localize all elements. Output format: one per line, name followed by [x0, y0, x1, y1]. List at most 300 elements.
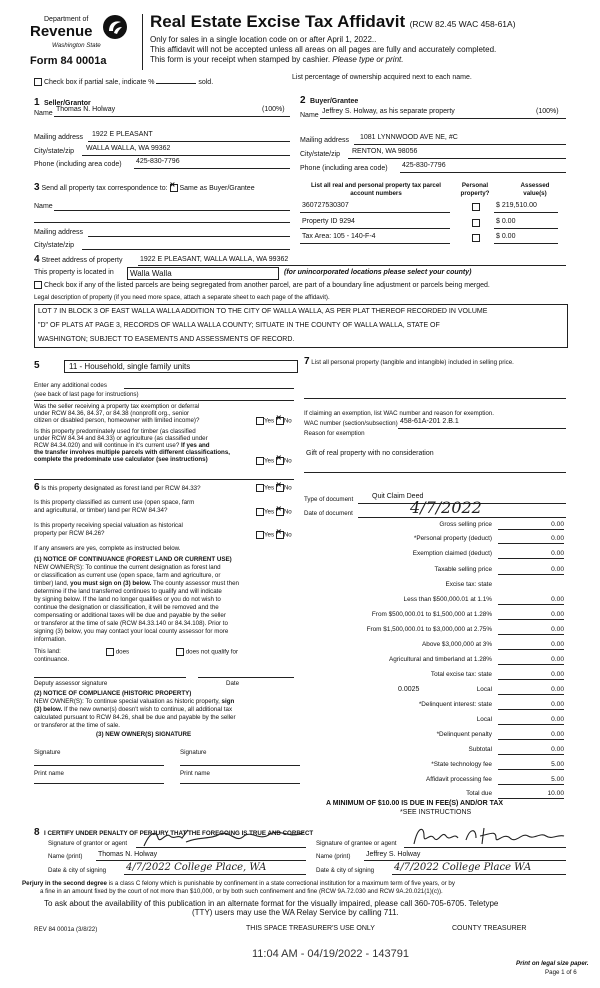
buyer-num: 2 [300, 95, 306, 106]
seller-city-line [82, 155, 290, 156]
seller-phone-line [134, 168, 290, 169]
parcel-value[interactable]: $ 0.00 [496, 218, 516, 225]
section3-name-label: Name [34, 203, 53, 210]
perjury-line2: a fine in an amount fixed by the court of not more than $10,000, or by both such confinement and fine (RCW 9A.72.030 and RCW 9A.20.021(1)(c)). [40, 888, 443, 895]
does-not-option [176, 648, 238, 656]
street-label: Street address of property [41, 257, 123, 264]
parcel-number[interactable]: Property ID 9294 [302, 218, 355, 225]
continuance-line5: by signing below. If the land no longer qualifies or you do not wish to [34, 596, 221, 603]
seller-mailing-line [88, 141, 290, 142]
tax-amount-line [498, 604, 564, 605]
tax-label: *State technology fee [431, 761, 492, 768]
continuance-line2: or classification as current use (open space, farm and agriculture, or [34, 572, 221, 579]
perjury-line1 [22, 880, 455, 888]
new-owner-print-label-1: Print name [34, 770, 64, 777]
accessibility-line1: To ask about the availability of this publication in an alternate format for the visually impaired, please call 360-705-6705. Teletype [44, 899, 499, 908]
parcel-number-line [300, 228, 450, 229]
continuance-line6: continue the designation or classification, it will be removed and the [34, 604, 219, 611]
land-use-select[interactable] [64, 360, 298, 373]
tax-amount[interactable]: 0.00 [551, 656, 564, 663]
new-owner-signature-line-1 [34, 765, 164, 766]
historic-yes-checkbox[interactable] [256, 531, 264, 539]
wac-label: WAC number (section/subsection) [304, 420, 398, 427]
timber-q-line1: Is this property predominately used for timber (as classified [34, 428, 196, 435]
tax-label: *Delinquent interest: state [418, 701, 492, 708]
tax-amount-line [498, 634, 564, 635]
continuance-line10: information. [34, 636, 67, 643]
buyer-name-label: Name [300, 112, 319, 119]
exemption-q-line3: citizen or disabled person, homeowner with limited income)? [34, 417, 200, 424]
parcel-row [300, 202, 570, 214]
legal-label: Legal description of property (if you need more space, attach a separate sheet to each page of the affidavit). [34, 294, 330, 301]
tax-amount-line [498, 679, 564, 680]
deputy-signature-label: Deputy assessor signature [34, 680, 108, 687]
grantor-sig-label: Signature of grantor or agent [48, 840, 128, 847]
seller-phone-value[interactable]: 425-830-7796 [136, 158, 180, 165]
exemption-no-checkbox[interactable] [276, 417, 284, 425]
current-use-q-line1: Is this property classified as current use (open space, farm [34, 499, 195, 506]
yes-label: Yes [264, 457, 275, 465]
additional-codes-note: (see back of last page for instructions) [34, 391, 139, 398]
grantee-print-value[interactable]: Jeffrey S. Holway [366, 851, 421, 858]
new-owner-signature-label-1: Signature [34, 749, 61, 756]
rev-number: REV 84 0001a (3/8/22) [34, 926, 98, 933]
forest-yes-checkbox[interactable] [256, 484, 264, 492]
new-owner-signature-label-2: Signature [180, 749, 207, 756]
tax-amount[interactable]: 0.00 [551, 535, 564, 542]
county-treasurer: COUNTY TREASURER [452, 925, 527, 932]
buyer-phone-value[interactable]: 425-830-7796 [402, 162, 446, 169]
continuance-line9: signing (3) below, you may contact your local county assessor for more [34, 628, 229, 635]
historic-notice-line1a: NEW OWNER(S): To continue special valuation as historic property, [34, 698, 220, 705]
exemption-q-line2: under RCW 84.36, 84.37, or 84.38 (nonprofit org., senior [34, 410, 190, 417]
seller-pct[interactable]: (100%) [262, 106, 285, 113]
tax-amount[interactable]: 5.00 [551, 761, 564, 768]
land-use-value: 11 - Household, single family units [69, 362, 191, 371]
same-as-buyer-label: Same as Buyer/Grantee [179, 185, 255, 192]
grantor-print-line [96, 860, 306, 861]
header-note3-text: This form is your receipt when stamped by cashier. [150, 55, 331, 64]
historic-q-line2: property per RCW 84.26? [34, 530, 105, 537]
historic-q-line1: Is this property receiving special valuation as historical [34, 522, 183, 529]
timber-yes-no [256, 457, 292, 465]
tax-label: Taxable selling price [434, 566, 492, 573]
doc-type-label: Type of document [304, 496, 354, 503]
new-owner-print-line-2 [180, 783, 300, 784]
tax-amount-line [498, 664, 564, 665]
does-option [106, 648, 129, 656]
tax-amount-line [498, 574, 564, 575]
historic-notice-line2 [34, 706, 232, 714]
tax-amount[interactable]: 0.00 [551, 641, 564, 648]
does-checkbox[interactable] [106, 648, 114, 656]
parcels-col1-header: List all real and personal property tax parcel account numbers [311, 182, 441, 197]
seller-mailing-label: Mailing address [34, 134, 84, 141]
this-land-label: This land: [34, 648, 61, 655]
continuance-line7: compensating or additional taxes will be due and payable by the seller [34, 612, 226, 619]
tax-amount[interactable]: 0.00 [551, 686, 564, 693]
deputy-date-label: Date [226, 680, 240, 687]
page-number: Page 1 of 6 [545, 969, 577, 976]
new-owner-print-label-2: Print name [180, 770, 210, 777]
grantee-sig-label: Signature of grantee or agent [316, 840, 397, 847]
new-owner-signature-line-2 [180, 765, 300, 766]
additional-codes-line [124, 388, 294, 389]
segregated-checkbox[interactable] [34, 281, 42, 289]
continuance-heading: (1) NOTICE OF CONTINUANCE (FOREST LAND OR CURRENT USE) [34, 556, 232, 563]
section3-heading [34, 184, 255, 194]
wac-line [398, 428, 566, 429]
header-note1: Only for sales in a single location code on or after April 1, 2022.. [150, 35, 377, 44]
current-use-q-line2: and agricultural, or timber) land per RCW 84.34? [34, 507, 168, 514]
tax-amount[interactable]: 0.00 [551, 566, 564, 573]
yes-label: Yes [264, 417, 275, 425]
doc-date-value[interactable]: 4/7/2022 [410, 498, 482, 517]
continuance-line3c: The county assessor must then [152, 580, 239, 587]
dept-line3: Washington State [52, 42, 101, 49]
forest-no-checkbox[interactable] [276, 484, 284, 492]
grantee-print-line [364, 860, 566, 861]
partial-sale-sold: sold. [198, 78, 214, 86]
personal-property-checkbox[interactable] [472, 234, 480, 242]
doc-date-label: Date of document [304, 510, 353, 517]
tax-amount-line [498, 619, 564, 620]
list-percentage-note: List percentage of ownership acquired next to each name. [292, 74, 472, 81]
section3-mailing-label: Mailing address [34, 229, 84, 236]
timber-yes-checkbox[interactable] [256, 457, 264, 465]
located-label: This property is located in [34, 269, 114, 276]
yes-label: Yes [264, 508, 275, 516]
tax-label: Excise tax: state [445, 581, 492, 588]
parcels-col3-header: Assessed value(s) [520, 182, 550, 197]
timber-q-line3-text: RCW 84.34.020) and will continue in it's current use? [34, 442, 180, 449]
partial-sale-pct-field[interactable] [156, 83, 196, 84]
tax-label: Total excise tax: state [430, 671, 492, 678]
no-label: No [283, 508, 292, 516]
tax-amount[interactable]: 0.00 [551, 611, 564, 618]
exempt-claim-label: If claiming an exemption, list WAC number and reason for exemption. [304, 410, 494, 417]
parcel-value-line [494, 228, 558, 229]
grantee-date-label: Date & city of signing [316, 867, 375, 874]
section3-city-line [82, 249, 290, 250]
tax-amount-line [498, 798, 564, 799]
legal-description-box[interactable] [34, 304, 568, 348]
historic-yes-no [256, 531, 292, 539]
section3-text: Send all property tax correspondence to: [41, 185, 168, 192]
legal-line1: LOT 7 IN BLOCK 3 OF EAST WALLA WALLA ADDITION TO THE CITY OF WALLA WALLA, AS PER PLAT THEREOF RECORDED IN VOLUME [38, 308, 488, 315]
forest-q-text: Is this property designated as forest land per RCW 84.33? [41, 485, 201, 492]
yes-label: Yes [264, 531, 275, 539]
legal-size-note: Print on legal size paper. [516, 960, 589, 967]
grantor-print-label: Name (print) [48, 853, 83, 860]
exemption-q-line1: Was the seller receiving a property tax exemption or deferral [34, 403, 200, 410]
doc-type-value[interactable]: Quit Claim Deed [372, 493, 424, 500]
no-label: No [283, 457, 292, 465]
continuance-word: continuance. [34, 656, 70, 663]
located-select[interactable] [127, 267, 279, 280]
buyer-phone-line [400, 172, 566, 173]
tax-amount-line [498, 754, 564, 755]
tax-label: From $500,000.01 to $1,500,000 at 1.28% [371, 611, 492, 618]
reason-line [304, 472, 566, 473]
parcel-row [300, 218, 570, 230]
segregated-label: Check box if any of the listed parcels are being segregated from another parcel, are part of a boundary line adjustment or parcels being merged. [43, 281, 490, 289]
forest-q [34, 484, 201, 493]
historic-no-checkbox[interactable] [276, 531, 284, 539]
personal-property-line [304, 398, 566, 399]
certify-text: I CERTIFY UNDER PENALTY OF PERJURY THAT THE FOREGOING IS TRUE AND CORRECT [44, 830, 314, 837]
tax-amount[interactable]: 0.00 [551, 716, 564, 723]
legal-line2: "D" OF PLATS AT PAGE 3, RECORDS OF WALLA WALLA COUNTY; SITUATE IN THE COUNTY OF WALLA WALLA, STATE OF [38, 322, 440, 329]
deputy-signature-line [34, 677, 186, 678]
reason-label: Reason for exemption [304, 430, 365, 437]
local-rate: 0.0025 [398, 686, 420, 693]
buyer-city-value[interactable]: RENTON, WA 98056 [352, 148, 418, 155]
buyer-name-value[interactable]: Jeffrey S. Holway, as his separate property [322, 108, 455, 115]
buyer-heading [300, 90, 358, 108]
header-note3 [150, 55, 403, 65]
seller-city-label: City/state/zip [34, 148, 75, 155]
dept-line2: Revenue [30, 23, 93, 40]
section6-rule [34, 479, 294, 480]
parcel-number[interactable]: Tax Area: 105 - 140-F-4 [302, 233, 376, 240]
grantor-date-line [124, 874, 306, 875]
tax-amount-line [498, 649, 564, 650]
parcel-value-line [494, 243, 558, 244]
treasurer-use-only: THIS SPACE TREASURER'S USE ONLY [246, 925, 375, 932]
tax-label: Agricultural and timberland at 1.28% [388, 656, 492, 663]
title-text: Real Estate Excise Tax Affidavit [150, 12, 406, 31]
tax-amount[interactable]: 0.00 [551, 550, 564, 557]
personal-property-checkbox[interactable] [472, 219, 480, 227]
section3-extra-line [34, 222, 290, 223]
timber-no-checkbox[interactable] [276, 457, 284, 465]
buyer-city-label: City/state/zip [300, 151, 341, 158]
tax-amount[interactable]: 0.00 [551, 701, 564, 708]
tax-amount[interactable]: 0.00 [551, 626, 564, 633]
tax-label: Subtotal [468, 746, 492, 753]
tax-amount-line [498, 709, 564, 710]
deputy-date-line [198, 677, 294, 678]
street-row [34, 256, 122, 266]
dor-logo [30, 12, 128, 72]
historic-notice-line1b: sign [221, 698, 235, 705]
parcel-value-line [494, 212, 558, 213]
section5-num: 5 [34, 360, 40, 371]
parcel-value[interactable]: $ 0.00 [496, 233, 516, 240]
section7-text: List all personal property (tangible and intangible) included in selling price. [311, 359, 514, 366]
personal-property-checkbox[interactable] [472, 203, 480, 211]
wac-value[interactable]: 458-61A-201 2.B.1 [400, 418, 459, 425]
section3-num: 3 [34, 182, 40, 193]
grantee-print-label: Name (print) [316, 853, 351, 860]
exemption-yes-no [256, 417, 292, 425]
additional-codes-label: Enter any additional codes [34, 382, 107, 389]
seller-name-line [54, 116, 290, 117]
new-owner-print-line-1 [34, 783, 164, 784]
buyer-pct[interactable]: (100%) [536, 108, 559, 115]
does-not-checkbox[interactable] [176, 648, 184, 656]
parcel-number[interactable]: 360727530307 [302, 202, 349, 209]
section5-rule [34, 400, 294, 401]
seller-num: 1 [34, 97, 40, 108]
section4-num: 4 [34, 254, 40, 265]
tax-amount[interactable]: 0.00 [551, 746, 564, 753]
current-use-no-checkbox[interactable] [276, 508, 284, 516]
seller-name-label: Name [34, 110, 53, 117]
seller-mailing-value[interactable]: 1922 E PLEASANT [92, 131, 153, 138]
perjury-bold: Perjury in the second degree [22, 880, 107, 887]
perjury-text1: is a class C felony which is punishable by confinement in a state correctional institution for a maximum term of five years, or by [106, 880, 455, 887]
header-divider [142, 14, 143, 70]
historic-notice-line1 [34, 698, 234, 706]
buyer-heading-text: Buyer/Grantee [310, 98, 359, 105]
unincorporated-note: (for unincorporated locations please select your county) [284, 269, 472, 276]
treasurer-stamp: 11:04 AM - 04/19/2022 - 143791 [252, 948, 409, 960]
seller-city-value[interactable]: WALLA WALLA, WA 99362 [86, 145, 171, 152]
street-value[interactable]: 1922 E PLEASANT, WALLA WALLA, WA 99362 [140, 256, 289, 263]
exemption-yes-checkbox[interactable] [256, 417, 264, 425]
tax-amount-line [498, 543, 564, 544]
historic-notice-line3: calculated pursuant to RCW 84.26, shall be due and payable by the seller [34, 714, 236, 721]
tax-label: Less than $500,000.01 at 1.1% [403, 596, 492, 603]
section3-name-line [54, 210, 290, 211]
segregated-row [34, 281, 490, 290]
tax-label: *Delinquent penalty [436, 731, 492, 738]
section3-mailing-line [88, 236, 290, 237]
historic-notice-heading: (2) NOTICE OF COMPLIANCE (HISTORIC PROPERTY) [34, 690, 192, 697]
does-not-label: does not qualify for [185, 648, 239, 656]
tax-label: Above $3,000,000 at 3% [422, 641, 492, 648]
legal-line3: WASHINGTON; SUBJECT TO EASEMENTS AND ASSESSMENTS OF RECORD. [38, 336, 295, 343]
partial-sale-row [34, 78, 213, 87]
timber-q-line2: under RCW 84.34 and 84.33) or agriculture (as classified under [34, 435, 208, 442]
minimum-due: A MINIMUM OF $10.00 IS DUE IN FEE(S) AND/OR TAX [326, 800, 504, 807]
personal-property-list-label [304, 358, 566, 367]
parcel-value[interactable]: $ 219,510.00 [496, 202, 537, 209]
section8-num: 8 [34, 827, 40, 838]
tax-label: Local [476, 686, 492, 693]
historic-notice-line4: or transferor at the time of sale. [34, 722, 120, 729]
does-label: does [115, 648, 130, 656]
no-label: No [283, 531, 292, 539]
historic-notice-line2b: If the new owner(s) doesn't wish to continue, all additional tax [64, 706, 233, 713]
tax-label: Gross selling price [439, 521, 492, 528]
buyer-mailing-label: Mailing address [300, 137, 350, 144]
grantor-date-label: Date & city of signing [48, 867, 107, 874]
doc-date-line [358, 517, 566, 518]
tax-amount[interactable]: 10.00 [547, 790, 564, 797]
tax-amount[interactable]: 5.00 [551, 776, 564, 783]
seller-heading-text: Seller/Grantor [44, 100, 91, 107]
partial-sale-checkbox[interactable] [34, 78, 42, 86]
located-value: Walla Walla [130, 269, 172, 278]
buyer-city-line [348, 158, 566, 159]
reason-value[interactable]: Gift of real property with no consideration [306, 450, 434, 457]
grantee-signature [410, 822, 570, 850]
tax-amount-line [498, 724, 564, 725]
parcel-number-line [300, 243, 450, 244]
tax-amount[interactable]: 0.00 [551, 521, 564, 528]
current-use-yes-no [256, 508, 292, 516]
tax-label: Local [476, 716, 492, 723]
parcel-number-line [300, 212, 450, 213]
tax-amount-line [498, 739, 564, 740]
forest-yes-no [256, 484, 292, 492]
tax-amount[interactable]: 0.00 [551, 596, 564, 603]
buyer-mailing-line [354, 144, 566, 145]
grantor-signature [140, 826, 310, 852]
buyer-mailing-value[interactable]: 1081 LYNNWOOD AVE NE, #C [360, 134, 458, 141]
section7-num: 7 [304, 356, 310, 367]
form-number: Form 84 0001a [30, 55, 107, 67]
tax-label: From $1,500,000.01 to $3,000,000 at 2.75% [366, 626, 492, 633]
this-land-row [34, 648, 61, 656]
see-instructions: *SEE INSTRUCTIONS [400, 809, 472, 816]
tax-amount[interactable]: 0.00 [551, 671, 564, 678]
seller-name-value[interactable]: Thomas N. Holway [56, 106, 116, 113]
section6-num: 6 [34, 482, 40, 493]
tax-amount-line [498, 529, 564, 530]
tax-label: Total due [466, 790, 492, 797]
header-note3-italic: Please type or print. [332, 55, 404, 64]
buyer-name-line [320, 118, 566, 119]
title-rcw: (RCW 82.45 WAC 458-61A) [409, 19, 516, 29]
tax-label: Affidavit processing fee [426, 776, 492, 783]
parcels-col2-header: Personal property? [460, 182, 490, 197]
tax-amount-line [498, 694, 564, 695]
street-line [138, 265, 566, 266]
accessibility-line2: (TTY) users may use the WA Relay Service by calling 711. [192, 908, 399, 917]
same-as-buyer-checkbox[interactable] [170, 184, 178, 192]
historic-notice-line2a: (3) below. [34, 706, 63, 713]
continuance-line3a: timber) land, [34, 580, 69, 587]
yes-label: Yes [264, 484, 275, 492]
no-label: No [283, 484, 292, 492]
grantee-date-line [392, 874, 566, 875]
tax-amount[interactable]: 0.00 [551, 731, 564, 738]
form-title [150, 12, 516, 32]
continuance-line1: NEW OWNER(S): To continue the current designation as forest land [34, 564, 221, 571]
timber-q-line5: complete the predominate use calculator (see instructions) [34, 456, 208, 463]
tax-amount-line [498, 558, 564, 559]
continuance-line3 [34, 580, 239, 588]
parcel-row [300, 233, 570, 245]
tax-amount-line [498, 769, 564, 770]
partial-sale-label: Check box if partial sale, indicate % [43, 78, 155, 86]
section6-note: If any answers are yes, complete as instructed below. [34, 545, 181, 552]
new-owner-signature-heading: (3) NEW OWNER(S) SIGNATURE [96, 731, 192, 738]
continuance-line8: or transferor at the time of sale (RCW 84.33.140 or 84.34.108). Prior to [34, 620, 228, 627]
grantor-print-value[interactable]: Thomas N. Holway [98, 851, 158, 858]
dor-swirl-icon [102, 14, 128, 40]
buyer-phone-label: Phone (including area code) [300, 165, 388, 172]
section3-city-label: City/state/zip [34, 242, 75, 249]
tax-amount-line [498, 784, 564, 785]
header-note2: This affidavit will not be accepted unless all areas on all pages are fully and accurately completed. [150, 45, 497, 54]
dept-line1: Department of [44, 16, 89, 23]
no-label: No [283, 417, 292, 425]
timber-q-line4: the transfer involves multiple parcels with different classifications, [34, 449, 230, 456]
current-use-yes-checkbox[interactable] [256, 508, 264, 516]
grantor-date-value[interactable]: 4/7/2022 College Place, WA [126, 862, 267, 873]
tax-label: *Personal property (deduct) [413, 535, 492, 542]
grantee-date-value[interactable]: 4/7/2022 College Place WA [394, 862, 532, 873]
seller-phone-label: Phone (including area code) [34, 161, 122, 168]
tax-label: Exemption claimed (deduct) [412, 550, 492, 557]
continuance-line4: determine if the land transferred continues to qualify and will indicate [34, 588, 222, 595]
timber-q-line3-bold: If yes and [181, 442, 210, 449]
